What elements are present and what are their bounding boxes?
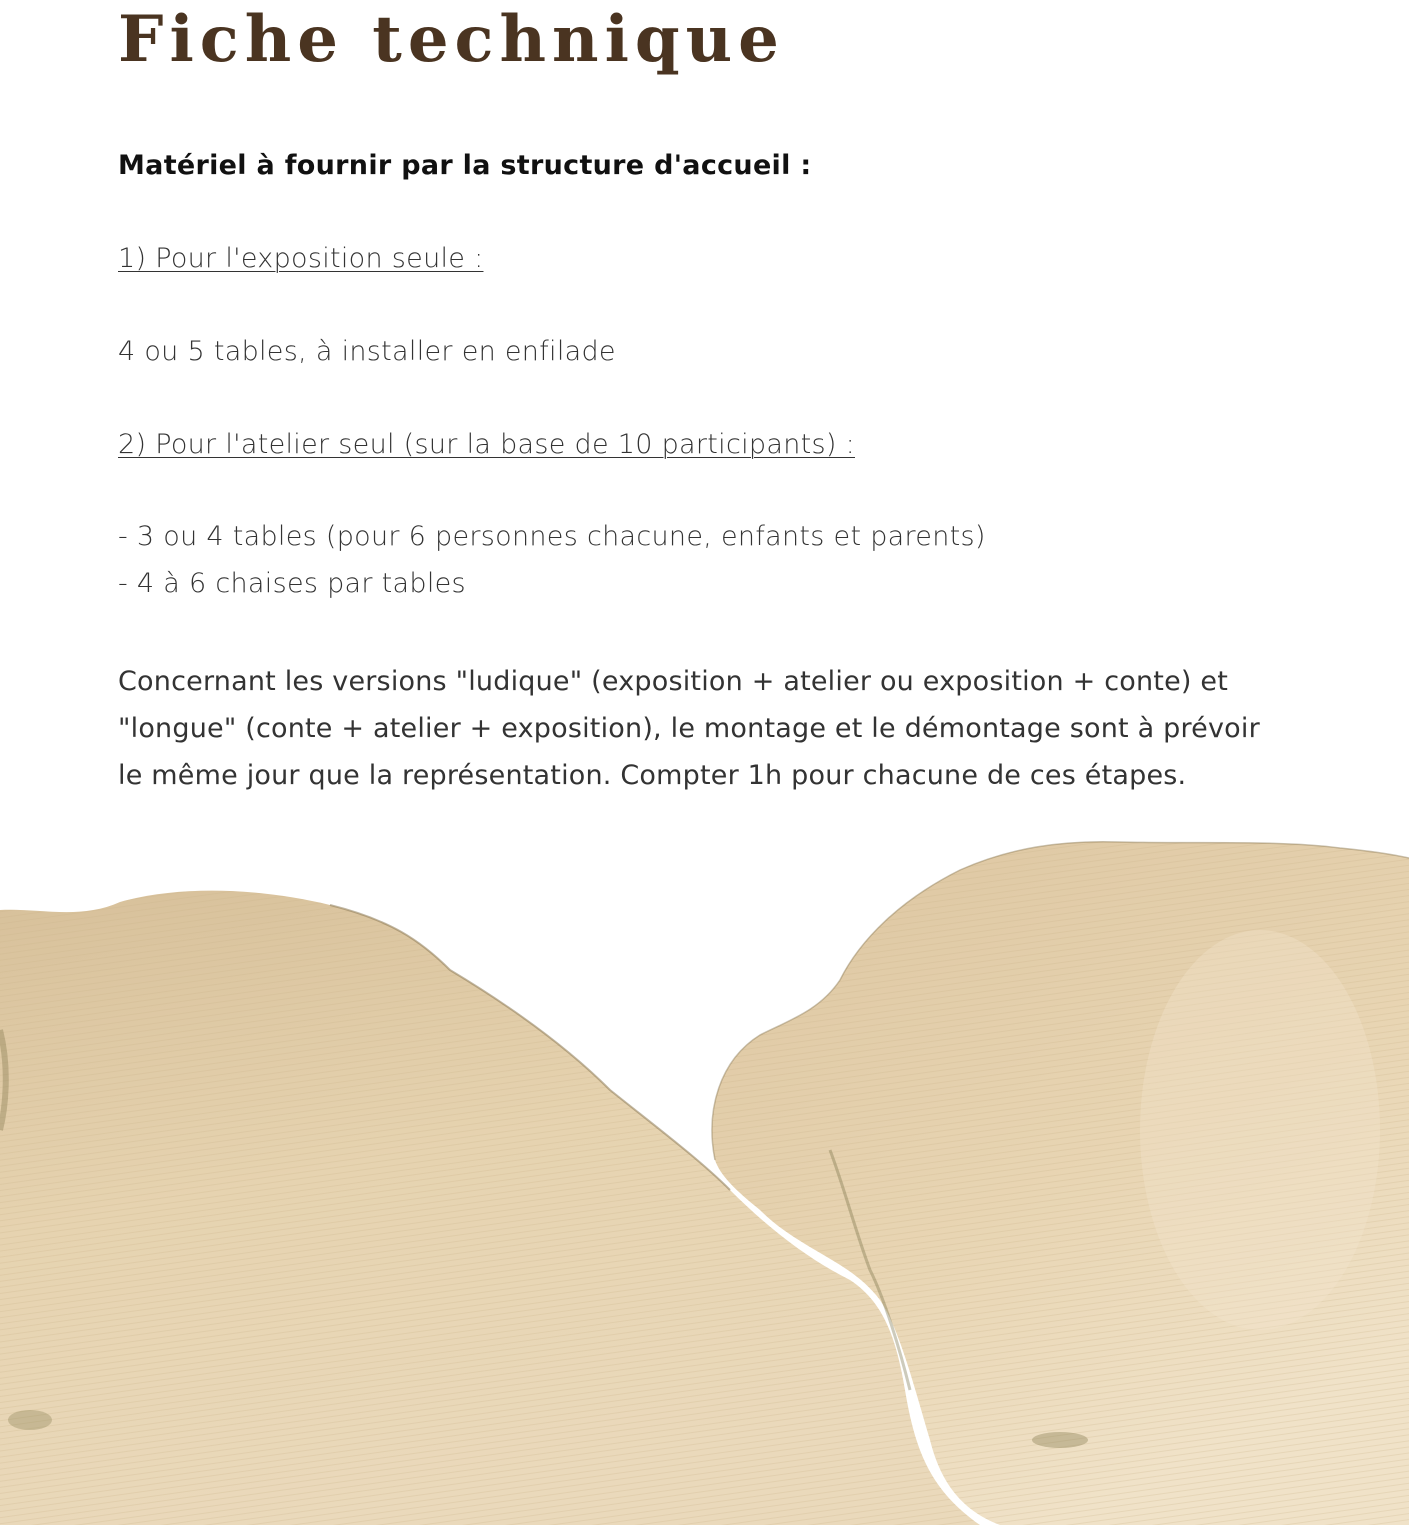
section-heading-atelier: 2) Pour l'atelier seul (sur la base de 10 participants) : [118,429,855,460]
section-heading-exposition: 1) Pour l'exposition seule : [118,243,484,274]
page-title: Fiche technique [118,2,785,77]
exposition-tables-line: 4 ou 5 tables, à installer en enfilade [118,336,616,367]
versions-paragraph: Concernant les versions "ludique" (exposition + atelier ou exposition + conte) et "longue" (conte + atelier + exposition), le montage et le démontage sont à prévoir le même jour que la représentation. Compter 1h pour chacune de ces étapes. [118,666,1260,791]
atelier-tables-line: - 3 ou 4 tables (pour 6 personnes chacune, enfants et parents) [118,521,986,552]
material-subtitle: Matériel à fournir par la structure d'accueil : [118,150,812,181]
watercolor-hills-illustration [0,830,1409,1525]
atelier-chairs-line: - 4 à 6 chaises par tables [118,568,466,599]
